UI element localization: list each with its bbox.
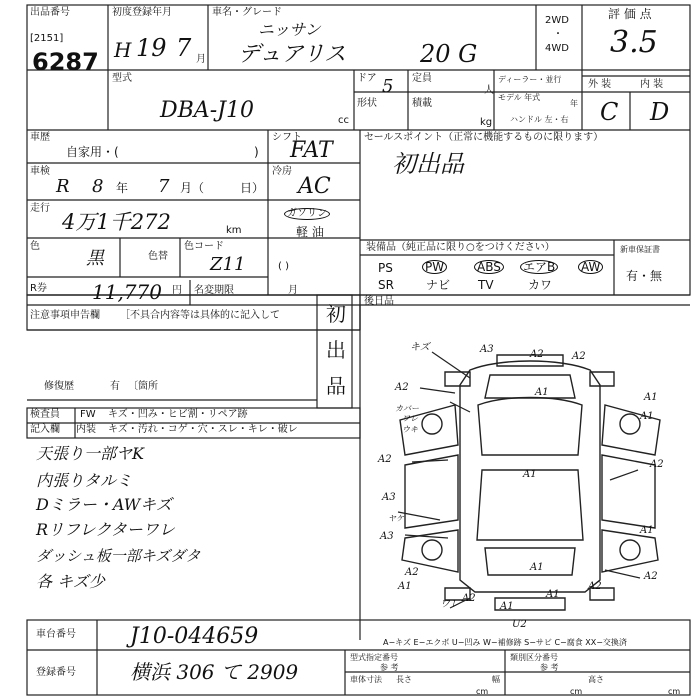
category-label: 類別区分番号 <box>510 653 558 662</box>
mark-6: A2 <box>395 382 409 393</box>
dim-width-label: 幅 <box>492 675 500 684</box>
interior-label: 内 装 <box>640 79 664 90</box>
model-year-label: モデル 年式 <box>498 93 541 102</box>
dim-height-unit: cm <box>668 687 681 696</box>
sales-point-value: 初出品 <box>392 150 464 178</box>
ac-value: AC <box>298 174 331 199</box>
warranty-label: 新車保証書 <box>620 245 660 254</box>
note-5: ダッシュ板一部キズダタ <box>36 547 201 565</box>
mark-1: キズ <box>410 342 430 353</box>
fuel-paren: ( ) <box>278 261 289 272</box>
deadline-label: 名変期限 <box>194 285 234 296</box>
ac-label: 冷房 <box>272 166 292 177</box>
sales-point-label: セールスポイント（正常に機能するものに限ります） <box>364 132 604 143</box>
inspection-era: R <box>56 176 70 197</box>
load-label: 積載 <box>412 98 432 109</box>
note-6: 各 キズ少 <box>36 572 105 591</box>
equip-sr: SR <box>378 278 394 292</box>
mark-13: A2 <box>650 459 664 470</box>
model-name: デュアリス <box>238 42 347 67</box>
dim-length-unit: cm <box>476 687 489 696</box>
mark-15: A3 <box>382 492 396 503</box>
approval-label: 型式指定番号 <box>350 653 398 662</box>
type-label: 型式 <box>112 73 132 84</box>
equip-tv: TV <box>478 278 494 292</box>
mark-16: ヤケ <box>388 514 404 523</box>
equip-navi: ナビ <box>426 278 451 292</box>
inspection-day-unit: 日） <box>240 181 265 195</box>
mark-11: A1 <box>640 411 654 422</box>
mileage-value: 4万1千272 <box>62 210 171 234</box>
mark-17: A3 <box>380 531 394 542</box>
recycle-label: R券 <box>30 283 47 294</box>
note-2: 内張りタルミ <box>36 471 133 490</box>
mark-14: A1 <box>523 469 537 480</box>
ref-label-2: 参 考 <box>540 663 559 672</box>
inspector-label: 検査員 <box>30 409 60 420</box>
mark-23: A1 <box>546 589 560 600</box>
color-label: 色 <box>30 241 40 252</box>
lot-code: [2151] <box>30 33 64 44</box>
shape-label: 形状 <box>357 98 377 109</box>
interior-fill-label: 内装 <box>76 424 96 435</box>
notes-sub: ［不具合内容等は具体的に記入して <box>120 310 280 321</box>
lot-no-label: 出品番号 <box>30 7 70 18</box>
mark-3: A2 <box>530 349 544 360</box>
mark-9: ワレ <box>402 414 418 423</box>
dealer-label: ディーラー・並行 <box>498 75 562 84</box>
color-code-label: 色コード <box>184 241 224 252</box>
inspection-year-unit: 年 <box>116 181 129 195</box>
history-value: 自家用・( <box>66 145 119 159</box>
equip-abs: ABS <box>474 260 504 274</box>
note-4: Rリフレクターワレ <box>36 520 175 539</box>
first-listing-3: 品 <box>326 374 346 398</box>
registration-year: 19 <box>136 34 167 62</box>
kg-unit: kg <box>480 117 493 128</box>
notes-label: 注意事項申告欄 <box>30 310 100 321</box>
fw-label: FW <box>80 409 96 420</box>
mark-10: ウキ <box>402 425 418 434</box>
repair-place: 〔箇所 <box>128 381 158 392</box>
equip-ps: PS <box>378 261 393 275</box>
evaluation-label: 評 価 点 <box>608 7 652 21</box>
inspection-year: 8 <box>92 176 104 197</box>
model-grade: 20 G <box>420 40 478 68</box>
capacity-label: 定員 <box>412 73 432 84</box>
dim-length-label: 長さ <box>396 675 412 684</box>
mark-12: A2 <box>378 454 392 465</box>
mark-28: U2 <box>512 619 527 630</box>
mark-27: A1 <box>500 601 514 612</box>
fill-label: 記入欄 <box>30 424 60 435</box>
mark-19: A2 <box>405 567 419 578</box>
dimensions-label: 車体寸法 <box>350 675 382 684</box>
mark-22: A1 <box>398 581 412 592</box>
mark-4: A2 <box>572 351 586 362</box>
mark-26: ワレ <box>440 599 460 610</box>
drive-dot: ・ <box>553 29 563 40</box>
exterior-label: 外 装 <box>588 79 612 90</box>
dim-height-label: 高さ <box>588 675 604 684</box>
shift-label: シフト <box>272 132 302 143</box>
repair-value: 有 <box>110 381 120 392</box>
capacity-unit: 人 <box>484 85 494 96</box>
warranty-value: 有・無 <box>626 269 663 283</box>
note-1: 天張り一部ヤK <box>36 444 144 463</box>
rear-items-label: 後日品 <box>364 296 394 307</box>
evaluation-score: 3.5 <box>610 25 658 60</box>
inspection-month: 7 <box>158 176 170 197</box>
reg-no-value: 横浜 306 て 2909 <box>130 660 299 684</box>
equip-leather: カワ <box>528 278 553 292</box>
deadline-unit: 月 <box>288 285 298 296</box>
history-close: ) <box>254 145 259 159</box>
model-label: 車名・グレード <box>212 7 282 18</box>
inspection-month-unit: 月（ <box>180 181 205 195</box>
fuel-diesel: 軽 油 <box>296 225 324 239</box>
mileage-label: 走行 <box>30 203 50 214</box>
inspection-label: 車検 <box>30 166 50 177</box>
chassis-label: 車台番号 <box>36 629 76 640</box>
model-maker: ニッサン <box>258 20 321 39</box>
equip-airbag: エアB <box>520 260 558 274</box>
damage-legend: A−キズ E−エクボ U−凹み W−補修跡 S−サビ C−腐食 XX−交換済 <box>383 638 627 647</box>
repair-label: 修復歴 <box>44 381 74 392</box>
ref-label-1: 参 考 <box>380 663 399 672</box>
color-value: 黒 <box>86 248 104 269</box>
mark-8: カバー <box>395 404 419 413</box>
doors-label: ドア <box>357 73 377 84</box>
mileage-unit: km <box>226 225 242 236</box>
equip-pw: PW <box>422 260 447 274</box>
chassis-value: J10-044659 <box>130 624 259 649</box>
mark-24: A2 <box>588 581 602 592</box>
drive-2wd: 2WD <box>545 15 569 26</box>
handle-label: ハンドル 左・右 <box>510 115 569 124</box>
registration-month-unit: 月 <box>196 54 206 65</box>
interior-grade: D <box>650 98 670 126</box>
shift-value: FAT <box>290 138 333 163</box>
fw-items: キズ・凹み・ヒビ割・リペア跡 <box>108 409 248 420</box>
recycle-unit: 円 <box>172 285 182 296</box>
mark-20: A1 <box>530 562 544 573</box>
equip-aw: AW <box>578 260 603 274</box>
mark-18: A1 <box>640 525 654 536</box>
paint-label: 色替 <box>148 251 168 262</box>
history-label: 車歴 <box>30 132 50 143</box>
equipment-label: 装備品（純正品に限り○をつけください） <box>366 242 555 253</box>
mark-2: A3 <box>480 344 494 355</box>
registration-label: 初度登録年月 <box>112 7 172 18</box>
reg-no-label: 登録番号 <box>36 667 76 678</box>
first-listing-1: 初 <box>326 302 346 326</box>
lot-no: 6287 <box>32 48 99 76</box>
dim-width-unit: cm <box>570 687 583 696</box>
mark-21: A2 <box>644 571 658 582</box>
cc-unit: cc <box>338 115 349 126</box>
interior-items: キズ・汚れ・コゲ・穴・スレ・キレ・破レ <box>108 424 298 435</box>
drive-4wd: 4WD <box>545 43 569 54</box>
note-3: Dミラー・AWキズ <box>36 495 172 514</box>
color-code: Z11 <box>210 254 246 275</box>
mark-7: A1 <box>644 392 658 403</box>
mark-5: A1 <box>535 387 549 398</box>
mark-25: A2 <box>462 593 476 604</box>
fuel-gasoline: ガソリン <box>284 208 330 220</box>
first-listing-2: 出 <box>326 338 346 362</box>
type-value: DBA-J10 <box>160 98 254 123</box>
recycle-value: 11,770 <box>92 280 162 304</box>
year-unit: 年 <box>570 99 578 108</box>
doors-value: 5 <box>382 76 394 97</box>
registration-month: 7 <box>176 34 192 62</box>
registration-era: H <box>114 38 132 62</box>
exterior-grade: C <box>600 98 619 126</box>
